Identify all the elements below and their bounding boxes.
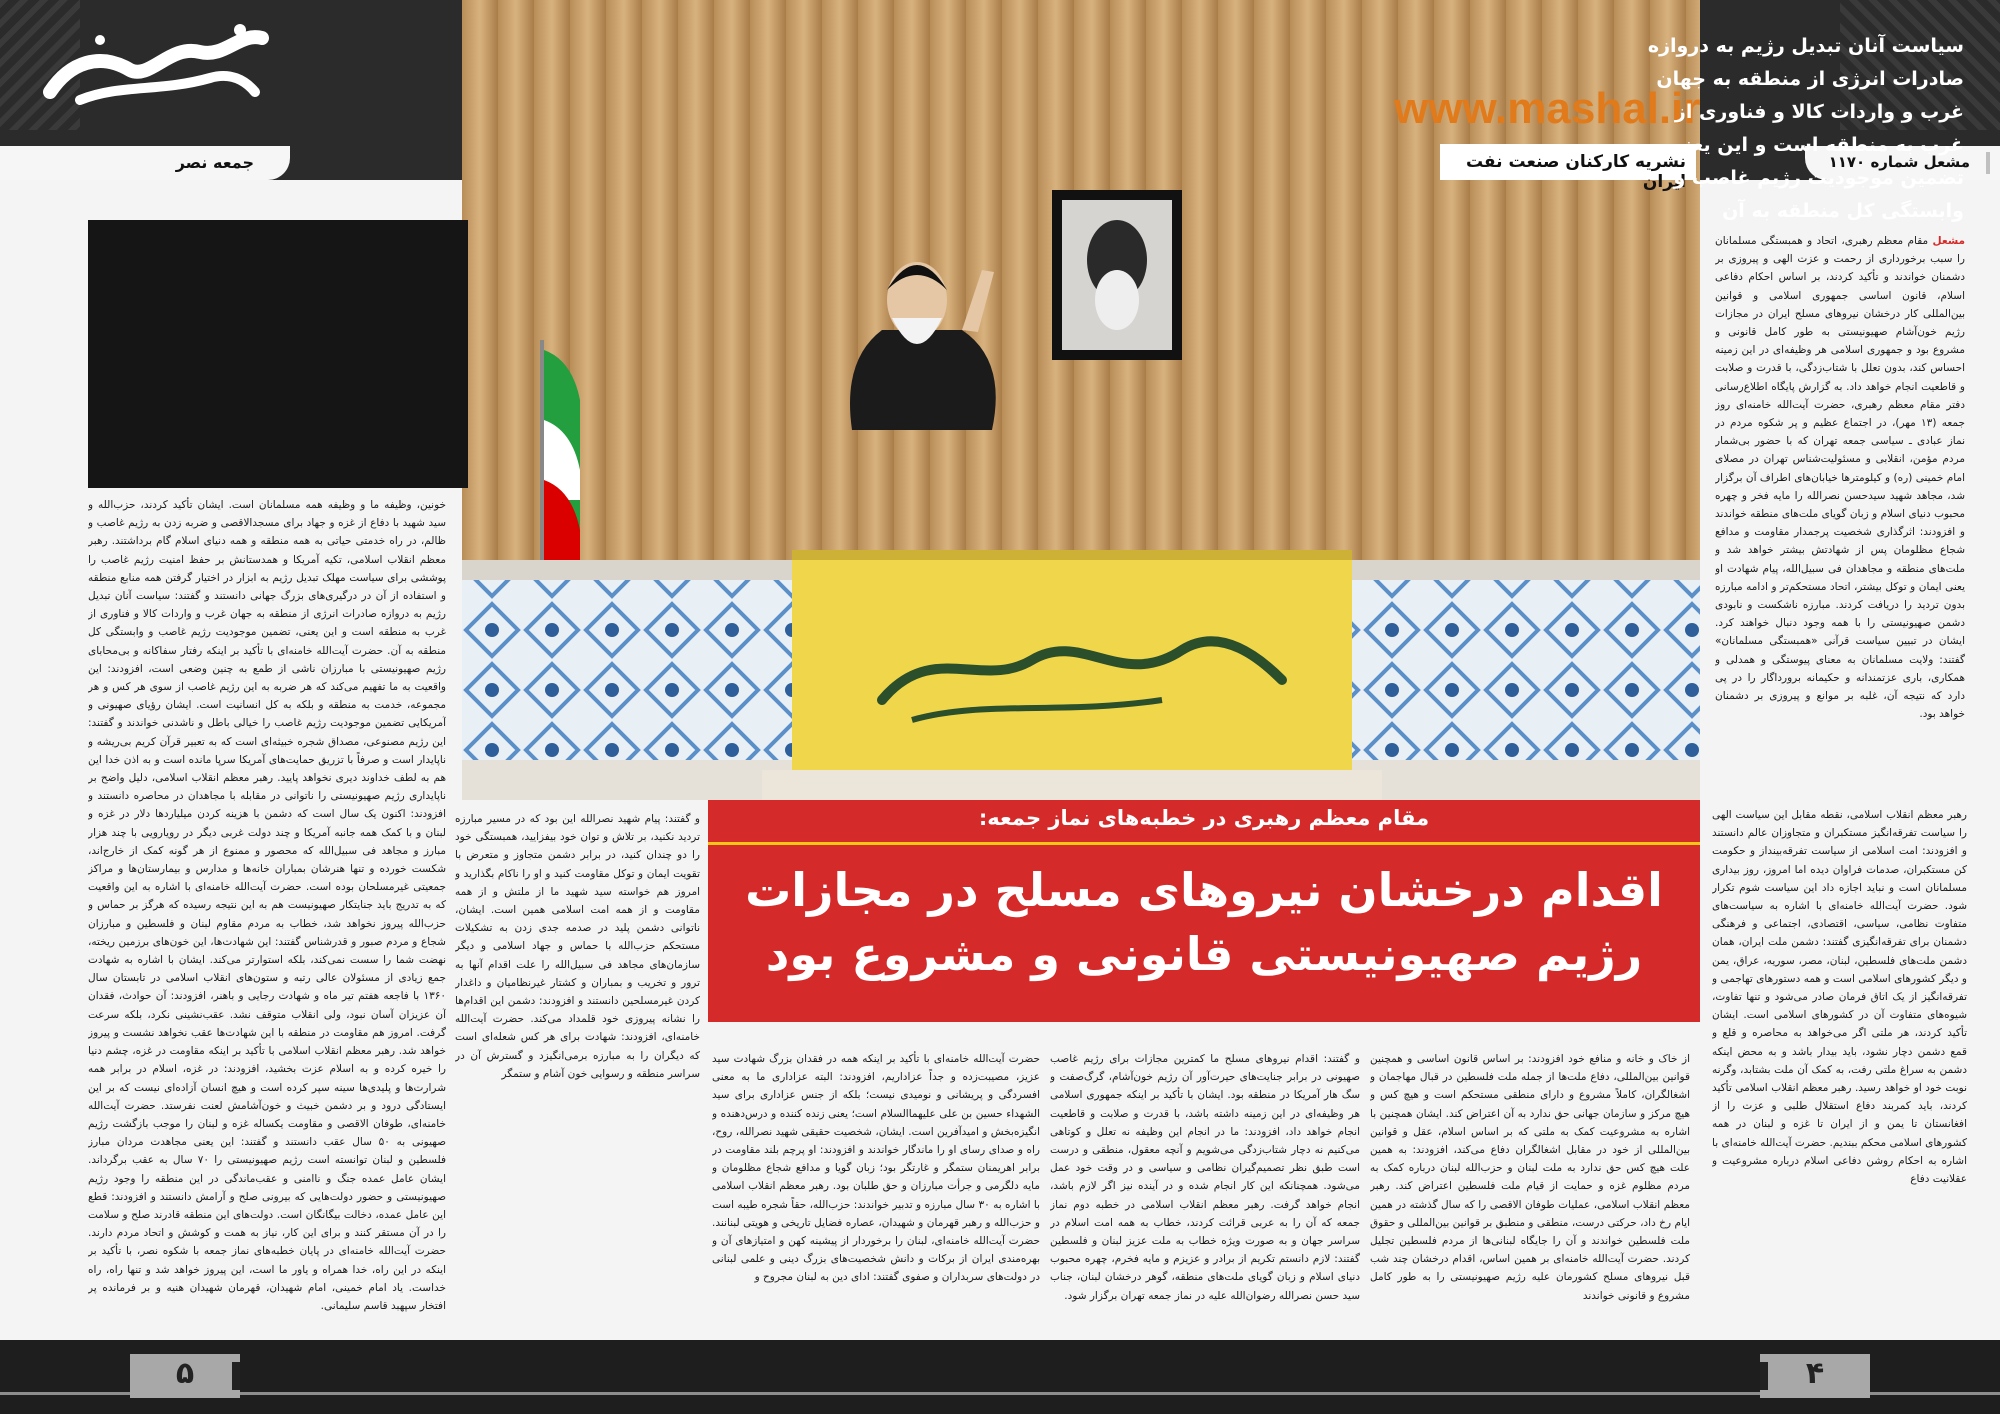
headline-title (708, 858, 1700, 986)
headline-line-2: رژیم صهیونیستی قانونی و مشروع بود (765, 927, 1643, 981)
issue-marker (1986, 152, 1990, 174)
article-column-5: و گفتند: پیام شهید نصرالله این بود که در مسیر مبارزه تردید نکنید، بر تلاش و توان خود بیفزایید، همبستگی خود را دو چندان کنید، در برابر دشمن متجاوز و متعرض با تقویت ایمان و توکل مقاومت کنید و او را ناکام بگذارید و امروز هم خواسته سید شهید ما از ملتش و از همه مقاومت و از همه امت اسلامی همین است. ایشان، ناتوانی دشمن پلید در صدمه جدی زدن به تشکیلات مستحکم حزب‌الله با حماس و جهاد اسلامی و دیگر سازمان‌های مجاهد فی سبیل‌الله را علت اقدام آنها به ترور و تخریب و بمباران و کشتار غیرنظامیان و داغدار کردن غیرمسلحین دانستند و افزودند: دشمن این اقدام‌ها را نشانه پیروزی خود قلمداد می‌کند. حضرت آیت‌الله خامنه‌ای، افزودند: شهادت برای هر کس شعله‌ای است که دیگران را به مبارزه برمی‌انگیزد و گسترش آن در سراسر منطقه و رسوایی خون آشام و ستمگر (455, 813, 700, 1080)
publication-name: نشریه کارکنان صنعت نفت ایران (1465, 152, 1686, 192)
pull-quote-box (88, 220, 468, 488)
article-column-2: از خاک و خانه و منافع خود افزودند: بر اساس قانون اساسی و همچنین قوانین بین‌المللی، دفاع ملت‌ها از جمله ملت فلسطین در قبال مهاجمان و اشغالگران، کاملاً مشروع و دارای منطقی مستحکم است و هیچ کس و هیچ مرکز و سازمان جهانی حق ندارد به آن اعتراض کند. ایشان همچنین با اشاره به مشروعیت کمک به ملتی که بر اساس اسلام، عقل و قوانین بین‌المللی از خود در مقابل اشغالگران دفاع می‌کند، افزودند: به همین علت هیچ کس حق ندارد به ملت لبنان و حزب‌الله لبنان درباره کمک به مردم مظلوم غزه و حمایت از قیام ملت فلسطین اعتراض کند. رهبر معظم انقلاب اسلامی، عملیات طوفان الاقصی را که سال گذشته در همین ایام رخ داد، حرکتی درست، منطقی و منطبق بر قوانین بین‌المللی و حقوق ملت فلسطین خواندند و آن را جایگاه لبنانی‌ها از مردم فلسطین تجلیل کردند. حضرت آیت‌الله خامنه‌ای بر همین اساس، اقدام درخشان چند شب قبل نیروهای مسلح کشورمان علیه رژیم صهیونیستی را به طور کامل مشروع و قانونی خواندند (1370, 1053, 1690, 1302)
page-number-right: ۴ (1805, 1356, 1825, 1391)
page-number-right-box (1760, 1354, 1870, 1398)
headline-kicker: مقام معظم رهبری در خطبه‌های نماز جمعه: (978, 806, 1430, 830)
headline-line-1: اقدام درخشان نیروهای مسلح در مجازات (745, 863, 1663, 917)
page-number-left-box (130, 1354, 240, 1398)
intro-text: مقام معظم رهبری، اتحاد و همبستگی مسلمانان را سبب برخورداری از رحمت و عزت الهی و پیروزی بر دشمنان خواندند و تأکید کردند، بر اساس احکام دفاعی اسلام، قانون اساسی جمهوری اسلامی و قوانین بین‌المللی کار درخشان نیروهای مسلح ایران در مجازات رژیم خون‌آشام صهیونیستی به طور کامل قانونی و مشروع بود و جمهوری اسلامی هر وظیفه‌ای در این زمینه احساس کند، بدون تعلل با شتاب‌زدگی، با قدرت و صلابت و قاطعیت انجام خواهد داد. به گزارش پایگاه اطلاع‌رسانی دفتر مقام معظم رهبری، حضرت آیت‌الله خامنه‌ای روز جمعه (۱۳ مهر)، در اجتماع عظیم و پر شکوه مردم در نماز عبادی ـ سیاسی جمعه تهران که با حضور بی‌شمار مردم مؤمن، انقلابی و مسئولیت‌شناس تهران در مصلای امام خمینی (ره) و کیلومترها خیابان‌های اطراف آن برگزار شد، مجاهد شهید سیدحسن نصرالله را مایه فخر و چهره محبوب دنیای اسلام و زبان گویای ملت‌های منطقه خواندند و افزودند: اثرگذاری شخصیت پرجمدار مقاومت و مدافع شجاع مظلومان پس از شهادتش بیشتر خواهد شد و ملت‌های منطقه و مجاهدان فی سبیل‌الله، پیام شهادت او یعنی ایمان و توکل بیشتر، اتحاد مستحکم‌تر و ادامه مبارزه بدون تردید را دریافت کردند. مبارزه ناشکست و نابودی دشمن صهیونیستی را با همه وجود دنبال خواهند کرد. ایشان در تبیین سیاست قرآنی «همبستگی مسلمانان» گفتند: ولایت مسلمانان به معنای پیوستگی و همدلی و همکاری، باری عزتمندانه و حکیمانه برورداگار را در پی دارد که نتیجه آن، غلبه بر موانع و پیروزی بر دشمنان خواهد بود. (1715, 235, 1965, 721)
article-column-4: حضرت آیت‌الله خامنه‌ای با تأکید بر اینکه همه در فقدان بزرگ شهادت سید عزیز، مصیبت‌زده و جداً عزاداریم، افزودند: البته عزاداری ما به معنی افسردگی و پریشانی و نومیدی نیست؛ بلکه از جنس عزاداری برای سید الشهداء حسین بن علی علیهما‌السلام است؛ یعنی زنده کننده و درس‌دهنده و انگیزه‌بخش و امیدآفرین است. ایشان، شخصیت حقیقی شهید نصرالله، روح، راه و صدای رسای او را ماندگار خواندند و افزودند: او پرچم بلند مقاومت در برابر اهریمنان ستمگر و غارتگر بود؛ زبان گویا و مدافع شجاع مظلومان و مایه دلگرمی و جرأت مبارزان و حق طلبان بود. رهبر معظم انقلاب اسلامی با اشاره به ۳۰ سال مبارزه و تدبیر خواندند: حزب‌الله، حقاً شجره طیبه است و حزب‌الله و رهبر قهرمان و شهیدان، عصاره فضایل تاریخی و هویتی لبنانند. حضرت آیت‌الله خامنه‌ای، لبنان را برخوردار از پیشینه کهن و امتیازهای آن و بهره‌مندی ایران از برکات و دانش شخصیت‌های بزرگ دینی و علمی لبنانی در دولت‌های سربداران و صفوی گفتند: ادای دین به لبنان مجروح و (712, 1053, 1040, 1284)
article-column-3: و گفتند: اقدام نیروهای مسلح ما کمترین مجازات برای رژیم غاصب صهیونی در برابر جنایت‌های حیرت‌آور آن رژیم خون‌آشام، گرگ‌صفت و سگ هار آمریکا در منطقه بود. ایشان با تأکید بر اینکه جمهوری اسلامی هر وظیفه‌ای در این زمینه داشته باشد، با قدرت و صلابت و قاطعیت انجام خواهد داد، افزودند: ما در انجام این وظیفه نه تعلل و کوتاهی می‌کنیم نه دچار شتاب‌زدگی می‌شویم و آنچه معقول، منطقی و درست است طبق نظر تصمیم‌گیران نظامی و سیاسی و در وقت خود عمل می‌شود. همچنانکه این کار انجام شده و در آینده نیز اگر لازم باشد، انجام خواهد گرفت. رهبر معظم انقلاب اسلامی در خطبه دوم نماز جمعه که آن را به عربی قرائت کردند، خطاب به همه امت اسلام در سراسر جهان و به صورت ویژه خطاب به ملت عزیز لبنان و فلسطین گفتند: لازم دانستم تکریم از برادر و عزیزم و مایه فخرم، چهره محبوب دنیای اسلام و زبان گویای ملت‌های منطقه، گوهر درخشان لبنان، جناب سید حسن نصرالله رضوان‌الله علیه در نماز جمعه تهران برگزار شود. (1050, 1053, 1360, 1302)
kicker-divider (708, 842, 1700, 845)
mashal-logo (40, 22, 270, 110)
pull-quote-text: سیاست آنان تبدیل رژیم به دروازه صادرات انرژی از منطقه به جهان غرب و واردات کالا و فناوری از غرب به منطقه است و این یعنی، تضمین موجودیت رژیم غاصب و وابستگی کل منطقه به آن (1647, 35, 1964, 222)
headline-box (708, 800, 1700, 1022)
website-url[interactable]: www.mashal.ir (1394, 84, 1701, 133)
page-number-left: ۵ (175, 1356, 195, 1391)
day-label: جمعه نصر (175, 153, 254, 172)
intro-source-label: مشعل (1932, 235, 1965, 247)
day-label-tab (0, 146, 290, 180)
intro-column (1715, 232, 1965, 797)
page-footer (0, 1340, 2000, 1414)
issue-label: مشعل شماره ۱۱۷۰ (1828, 153, 1970, 171)
article-column-left: خونین، وظیفه ما و وظیفه همه مسلمانان است. ایشان تأکید کردند، حزب‌الله و سید شهید با دفاع از غزه و جهاد برای مسجدالاقصی و ضربه زدن به رژیم غاصب و ظالم، در راه خدمتی حیاتی به همه منطقه و همه دنیای اسلام گام برداشتند. رهبر معظم انقلاب اسلامی، تکیه آمریکا و همدستانش بر حفظ امنیت رژیم غاصب را پوششی برای سیاست مهلک تبدیل رژیم به ابزار در اختیار گرفتن همه منابع منطقه و استفاده از آن در درگیری‌های بزرگ جهانی دانستند و گفتند: سیاست آنان تبدیل رژیم به دروازه صادرات انرژی از منطقه به جهان غرب و واردات کالا و فناوری از غرب به منطقه است و این یعنی، تضمین موجودیت رژیم غاصب و وابستگی کل منطقه به آن. حضرت آیت‌الله خامنه‌ای با تأکید بر اینکه رفتار سفاکانه و بی‌محابای رژیم صهیونیستی با مبارزان ناشی از طمع به چنین وضعی است، افزودند: این واقعیت به ما تفهیم می‌کند که هر ضربه به این رژیم غاصب از سوی هر کس و هر مجموعه، خدمت به منطقه و بلکه به کل انسانیت است. ایشان رؤیای صهیونی و آمریکایی تضمین موجودیت رژیم غاصب را خیالی باطل و ناشدنی خواندند و گفتند: این رژیم مصنوعی، مصداق شجره خبیثه‌ای است که به تعبیر قرآن کریم بی‌ریشه و ناپایدار است و صرفاً با تزریق حمایت‌های آمریکا سرپا مانده است و به اذن خدا این هم به لطف خداوند دیری نخواهد پایید. رهبر معظم انقلاب اسلامی، دلیل واضح بر ناپایداری رژیم صهیونیستی را ناتوانی در مقابله با مجاهدان در محاصره دانستند و افزودند: اکنون یک سال است که دشمن با هزینه کردن میلیاردها دلار در غزه و لبنان و با کمک همه جانبه آمریکا و چند دولت غربی دیگر در رویارویی با چند هزار مبارز و مجاهد فی سبیل‌الله که محصور و ممنوع از هر گونه کمک از خارج‌اند، شکست خورده و تنها هنرشان بمباران خانه‌ها و مدارس و بیمارستان‌ها و مراکز جمعیتی غیرمسلحان بوده است. حضرت آیت‌الله خامنه‌ای با اشاره به این واقعیت که به تدریج باید جنایتکار صهیونیست هم به این نتیجه رسیده که هرگز بر حماس و حزب‌الله پیروز نخواهد شد، خطاب به مردم مقاوم لبنان و فلسطین و مبارزان شجاع و مردم صبور و قدرشناس گفتند: این شهادت‌ها، این خون‌های برزمین ریخته، نهضت شما را سست نمی‌کند، بلکه استوارتر می‌کند. ایشان با اشاره به شهادت جمع زیادی از مسئولان عالی رتبه و ستون‌های انقلاب اسلامی در تابستان سال ۱۳۶۰ با فاجعه هفتم تیر ماه و شهادت رجایی و باهنر، افزودند: آن حوادث، فقدان آن عزیزان آسان نبود، ولی انقلاب متوقف نشد. عقب‌نشینی نکرد، بلکه سرعت گرفت. امروز هم مقاومت در منطقه با این شهادت‌ها عقب نخواهد نشست و پیروز خواهد شد. رهبر معظم انقلاب اسلامی با تأکید بر اینکه مقاومت در غزه، چشم دنیا را خیره کرده و به اسلام عزت بخشید، افزودند: در غزه، اسلام در برابر همه شرارت‌ها و پلیدی‌ها سینه سپر کرده است و هیچ انسان آزاده‌ای نیست که بر این ایستادگی درود و بر دشمن خبیث و خون‌آشامش لعنت نفرستد. حضرت آیت‌الله خامنه‌ای، طوفان الاقصی و مقاومت یکساله غزه و لبنان را موجب بازگشت رژیم صهیونی به ۵۰ سال عقب دانستند و گفتند: این یعنی مجاهدت مردان مبارز فلسطین و لبنان توانسته است رژیم صهیونیستی را ۷۰ سال به عقب برگرداند. ایشان عامل عمده جنگ و ناامنی و عقب‌ماندگی در این منطقه را وجود رژیم صهیونیستی و حضور دولت‌هایی که بیرونی صلح و آرامش دانستند و افزودند: قطع این عامل عمده، دخالت بیگانگان است. دولت‌های این منطقه قادرند صلح و سلامت را در آن مستقر کنند و برای این کار، نیاز به همت و کوشش و اتحاد مردم دارند. حضرت آیت‌الله خامنه‌ای در پایان خطبه‌های نماز جمعه با شکوه نصر، با تأکید بر اینکه در این راه، خدا همراه و یاور ما است، این پیروز خواهد شد و تنها راه، راه خداست. یاد امام خمینی، امام شهیدان، قهرمان شهیدان هنیه و بر فرمانده پر افتخار سپهبد قاسم سلیمانی. (88, 499, 446, 1312)
footer-line (0, 1392, 2000, 1395)
article-column-right: رهبر معظم انقلاب اسلامی، نقطه مقابل این سیاست الهی را سیاست تفرقه‌انگیز مستکبران و متجاوزان عالم دانستند و افزودند: امت اسلامی از سیاست تفرقه‌بینداز و حکومت کن مستکبران، صدمات فراوان دیده اما امروز، روز بیداری مسلمانان است و نباید اجازه داد این سیاست شوم تکرار شود. حضرت آیت‌الله خامنه‌ای با اشاره به سیاست‌های متفاوت نظامی، سیاسی، اقتصادی، اجتماعی و فرهنگی دشمنان برای تفرقه‌انگیزی گفتند: دشمن ملت ایران، همان دشمن ملت‌های فلسطین، لبنان، مصر، سوریه، عراق، یمن و دیگر کشورهای اسلامی است و همه دستورهای تهاجمی و تفرقه‌انگیز از یک اتاق فرمان صادر می‌شود و تنها تفاوت، شیوه‌های متفاوت آن در کشورهای اسلامی است. ایشان تأکید کردند، هر ملتی اگر می‌خواهد به محاصره و قلع و قمع دشمن دچار نشود، باید بیدار باشد و به محض اینکه دشمن به سراغ ملتی رفت، به کمک آن ملت بشتابد، وگرنه نوبت خود او خواهد رسید. رهبر معظم انقلاب اسلامی تأکید کردند، باید کمربند دفاع استقلال طلبی و عزت را از افغانستان تا یمن و از ایران تا غزه و لبنان در همه کشورهای اسلامی محکم ببندیم. حضرت آیت‌الله خامنه‌ای با اشاره به احکام روشن دفاعی اسلام درباره مشروعیت و عقلانیت دفاع (1712, 809, 1967, 1186)
